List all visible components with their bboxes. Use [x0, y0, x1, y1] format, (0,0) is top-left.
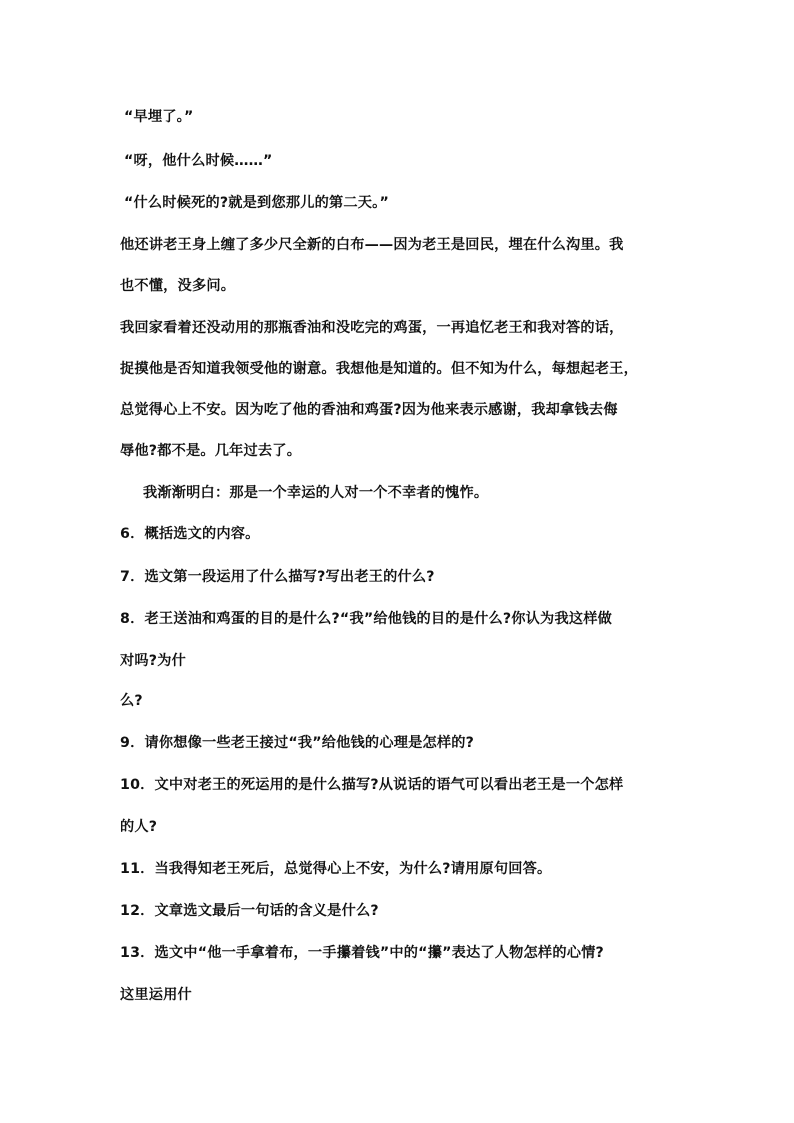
- question-10-line-1: 10．文中对老王的死运用的是什么描写?从说话的语气可以看出老王是一个怎样: [120, 777, 624, 793]
- question-8-line-3: 么?: [120, 693, 143, 709]
- question-13-line-2: 这里运用什: [120, 987, 192, 1003]
- paragraph-1-line-2: 也不懂，没多问。: [120, 278, 236, 294]
- paragraph-1-line-1: 他还讲老王身上缠了多少尺全新的白布——因为老王是回民，埋在什么沟里。我: [120, 237, 624, 253]
- question-9: 9．请你想像一些老王接过“我”给他钱的心理是怎样的?: [120, 735, 475, 751]
- paragraph-2-line-2: 捉摸他是否知道我领受他的谢意。我想他是知道的。但不知为什么，每想起老王，: [120, 361, 638, 377]
- dialogue-line-1: “早埋了。”: [124, 109, 194, 125]
- question-11: 11．当我得知老王死后，总觉得心上不安，为什么?请用原句回答。: [120, 861, 552, 877]
- question-7: 7．选文第一段运用了什么描写?写出老王的什么?: [120, 569, 435, 585]
- dialogue-line-3: “什么时候死的?就是到您那儿的第二天。”: [124, 195, 389, 211]
- question-13-line-1: 13．选文中“他一手拿着布，一手攥着钱”中的“攥”表达了人物怎样的心情?: [120, 945, 604, 961]
- paragraph-2-line-4: 辱他?都不是。几年过去了。: [120, 443, 302, 459]
- paragraph-2-line-1: 我回家看着还没动用的那瓶香油和没吃完的鸡蛋，一再追忆老王和我对答的话，: [120, 320, 624, 336]
- question-8-line-2: 对吗?为什: [120, 653, 186, 669]
- paragraph-3-line-1: 我渐渐明白：那是一个幸运的人对一个不幸者的愧怍。: [143, 485, 489, 501]
- question-8-line-1: 8．老王送油和鸡蛋的目的是什么?“我”给他钱的目的是什么?你认为我这样做: [120, 611, 612, 627]
- question-12: 12．文章选文最后一句话的含义是什么?: [120, 903, 379, 919]
- question-6: 6．概括选文的内容。: [120, 526, 260, 542]
- question-10-line-2: 的人?: [120, 819, 158, 835]
- paragraph-2-line-3: 总觉得心上不安。因为吃了他的香油和鸡蛋?因为他来表示感谢，我却拿钱去侮: [120, 402, 618, 418]
- dialogue-line-2: “呀，他什么时候……”: [124, 153, 273, 169]
